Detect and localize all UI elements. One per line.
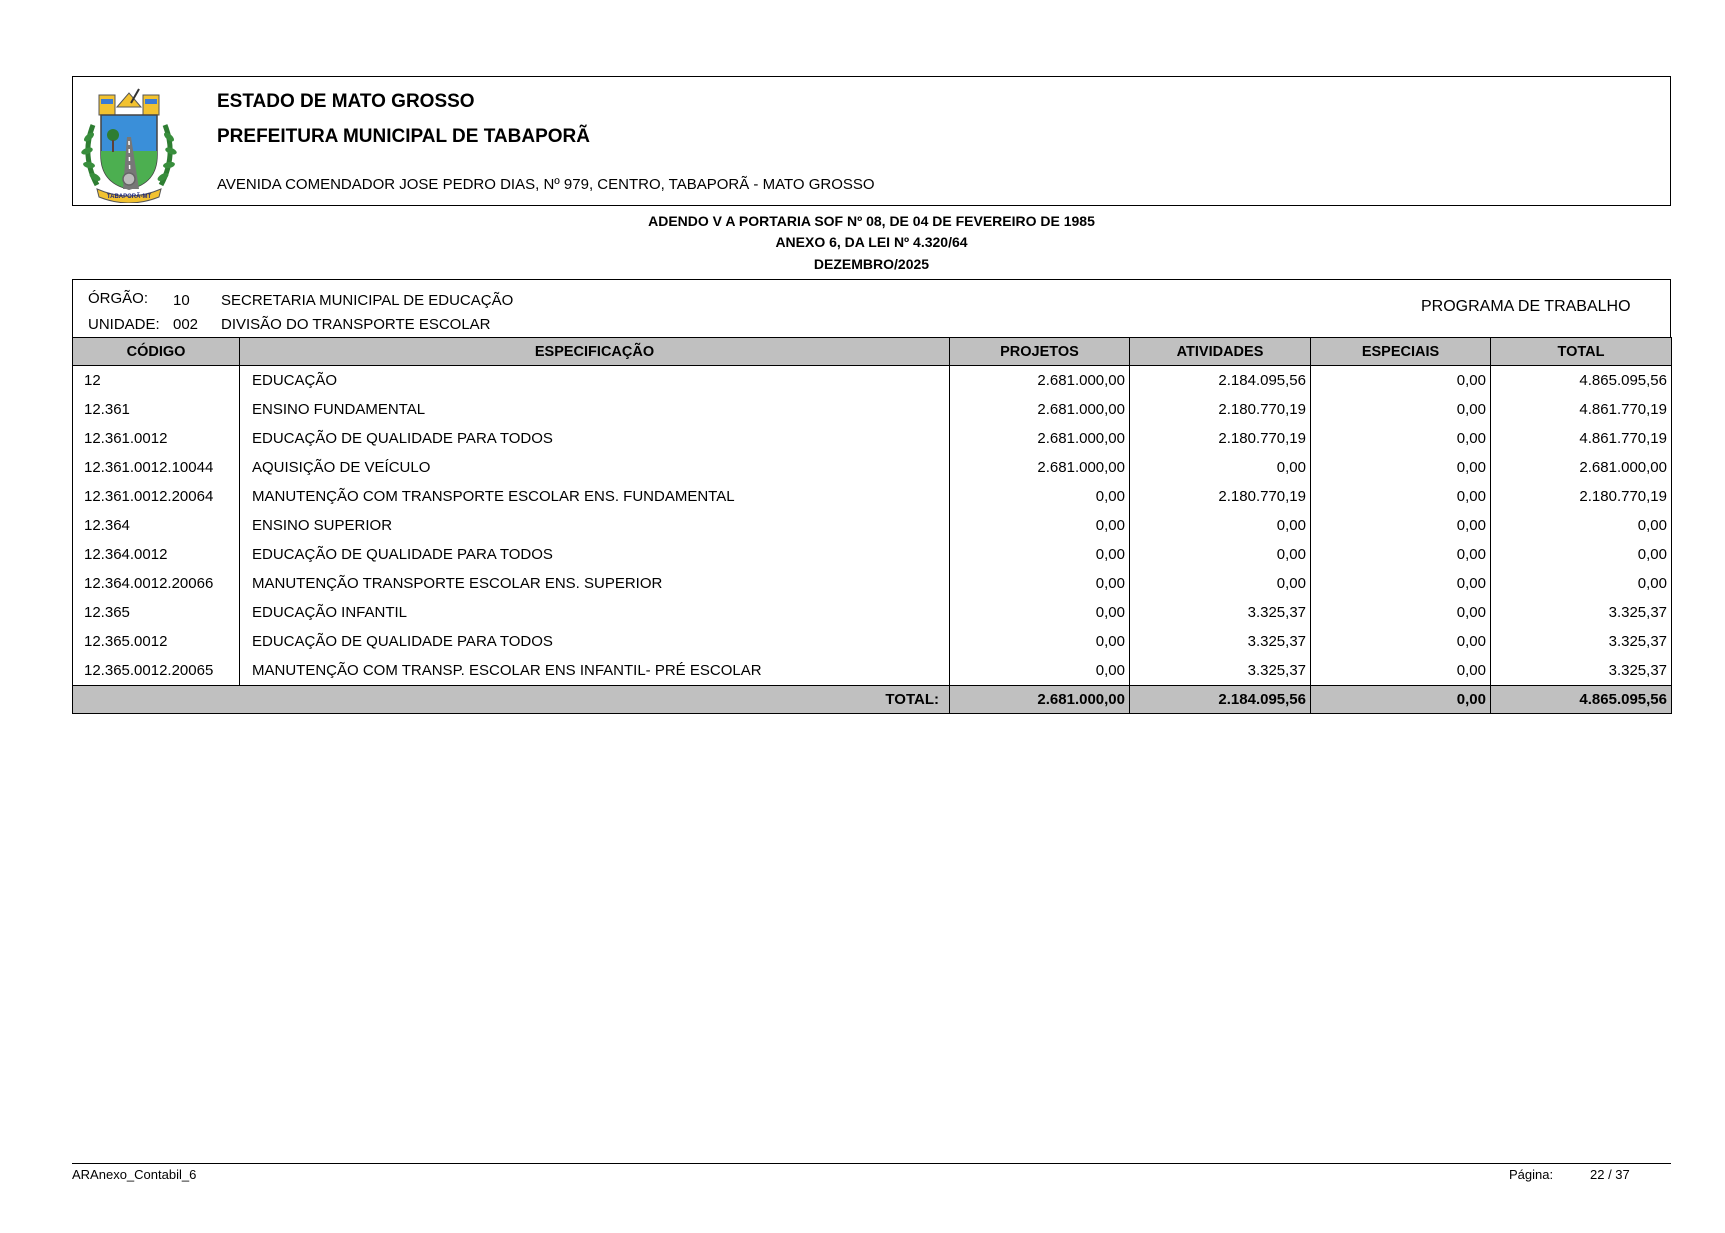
report-name: ARAnexo_Contabil_6 [72,1167,197,1182]
organ-info [72,279,1671,337]
page-number: 22 / 37 [1590,1167,1630,1182]
footer-divider [72,1163,1671,1164]
cell-projetos: 2.681.000,00 [950,424,1130,453]
cell-code: 12.364 [73,511,240,540]
cell-total: 4.865.095,56 [1491,366,1672,396]
cell-code: 12.361 [73,395,240,424]
cell-spec: ENSINO SUPERIOR [240,511,950,540]
cell-total: 4.861.770,19 [1491,395,1672,424]
cell-atividades: 2.180.770,19 [1130,395,1311,424]
prefecture-title: PREFEITURA MUNICIPAL DE TABAPORÃ [217,126,590,147]
cell-total: 0,00 [1491,511,1672,540]
cell-total: 2.681.000,00 [1491,453,1672,482]
cell-code: 12.365 [73,598,240,627]
cell-code: 12.364.0012 [73,540,240,569]
cell-especiais: 0,00 [1311,598,1491,627]
program-label: PROGRAMA DE TRABALHO [1421,298,1631,315]
cell-atividades: 3.325,37 [1130,627,1311,656]
unidade-name: DIVISÃO DO TRANSPORTE ESCOLAR [221,316,491,333]
table-row [73,511,1672,540]
cell-atividades: 0,00 [1130,511,1311,540]
cell-spec: EDUCAÇÃO DE QUALIDADE PARA TODOS [240,627,950,656]
table-row [73,482,1672,511]
cell-spec: MANUTENÇÃO TRANSPORTE ESCOLAR ENS. SUPERIOR [240,569,950,598]
municipal-crest-icon [79,85,179,203]
cell-spec: EDUCAÇÃO DE QUALIDADE PARA TODOS [240,540,950,569]
cell-especiais: 0,00 [1311,395,1491,424]
cell-projetos: 0,00 [950,627,1130,656]
cell-projetos: 2.681.000,00 [950,395,1130,424]
cell-especiais: 0,00 [1311,453,1491,482]
total-especiais: 0,00 [1311,686,1491,714]
cell-projetos: 2.681.000,00 [950,453,1130,482]
cell-code: 12.364.0012.20066 [73,569,240,598]
cell-projetos: 0,00 [950,598,1130,627]
orgao-label: ÓRGÃO: [88,290,149,307]
cell-atividades: 0,00 [1130,453,1311,482]
table-row [73,598,1672,627]
cell-total: 3.325,37 [1491,598,1672,627]
cell-especiais: 0,00 [1311,482,1491,511]
cell-spec: MANUTENÇÃO COM TRANSPORTE ESCOLAR ENS. FUNDAMENTAL [240,482,950,511]
table-row [73,656,1672,686]
cell-atividades: 2.180.770,19 [1130,424,1311,453]
letterhead [72,76,1671,206]
cell-spec: AQUISIÇÃO DE VEÍCULO [240,453,950,482]
total-projetos: 2.681.000,00 [950,686,1130,714]
cell-atividades: 0,00 [1130,540,1311,569]
subtitle-line-2: ANEXO 6, DA LEI Nº 4.320/64 [775,234,968,250]
cell-projetos: 0,00 [950,482,1130,511]
cell-spec: ENSINO FUNDAMENTAL [240,395,950,424]
table-row [73,366,1672,396]
cell-spec: EDUCAÇÃO DE QUALIDADE PARA TODOS [240,424,950,453]
cell-projetos: 0,00 [950,569,1130,598]
cell-especiais: 0,00 [1311,424,1491,453]
cell-atividades: 3.325,37 [1130,598,1311,627]
cell-code: 12.365.0012 [73,627,240,656]
cell-projetos: 0,00 [950,656,1130,686]
col-header-spec: ESPECIFICAÇÃO [240,338,950,366]
cell-total: 4.861.770,19 [1491,424,1672,453]
table-row [73,627,1672,656]
col-header-atividades: ATIVIDADES [1130,338,1311,366]
cell-code: 12.361.0012.20064 [73,482,240,511]
table-row [73,569,1672,598]
cell-especiais: 0,00 [1311,366,1491,396]
table-total-row [73,686,1672,714]
col-header-especiais: ESPECIAIS [1311,338,1491,366]
crest-ribbon-text: TABAPORÃ-MT [106,194,152,200]
cell-total: 0,00 [1491,540,1672,569]
total-label: TOTAL: [73,686,950,714]
table-header-row [73,338,1672,366]
cell-total: 0,00 [1491,569,1672,598]
cell-especiais: 0,00 [1311,656,1491,686]
cell-spec: EDUCAÇÃO INFANTIL [240,598,950,627]
cell-especiais: 0,00 [1311,511,1491,540]
cell-atividades: 3.325,37 [1130,656,1311,686]
table-row [73,395,1672,424]
col-header-total: TOTAL [1491,338,1672,366]
cell-atividades: 0,00 [1130,569,1311,598]
cell-code: 12 [73,366,240,396]
table-row [73,453,1672,482]
cell-code: 12.365.0012.20065 [73,656,240,686]
state-title: ESTADO DE MATO GROSSO [217,91,475,112]
cell-atividades: 2.180.770,19 [1130,482,1311,511]
total-atividades: 2.184.095,56 [1130,686,1311,714]
table-row [73,540,1672,569]
cell-especiais: 0,00 [1311,540,1491,569]
orgao-code: 10 [173,292,190,309]
col-header-projetos: PROJETOS [950,338,1130,366]
cell-projetos: 0,00 [950,540,1130,569]
cell-atividades: 2.184.095,56 [1130,366,1311,396]
orgao-name: SECRETARIA MUNICIPAL DE EDUCAÇÃO [221,292,514,309]
unidade-code: 002 [173,316,199,333]
table-row [73,424,1672,453]
cell-projetos: 2.681.000,00 [950,366,1130,396]
cell-code: 12.361.0012 [73,424,240,453]
cell-projetos: 0,00 [950,511,1130,540]
subtitle-line-1: ADENDO V A PORTARIA SOF Nº 08, DE 04 DE FEVEREIRO DE 1985 [648,213,1095,229]
cell-total: 2.180.770,19 [1491,482,1672,511]
col-header-code: CÓDIGO [73,338,240,366]
cell-especiais: 0,00 [1311,569,1491,598]
cell-total: 3.325,37 [1491,656,1672,686]
cell-code: 12.361.0012.10044 [73,453,240,482]
total-total: 4.865.095,56 [1491,686,1672,714]
cell-total: 3.325,37 [1491,627,1672,656]
cell-spec: EDUCAÇÃO [240,366,950,396]
subtitle-line-3: DEZEMBRO/2025 [813,256,930,272]
cell-spec: MANUTENÇÃO COM TRANSP. ESCOLAR ENS INFANTIL- PRÉ ESCOLAR [240,656,950,686]
unidade-label: UNIDADE: [88,316,160,333]
work-program-table [72,337,1672,714]
address: AVENIDA COMENDADOR JOSE PEDRO DIAS, Nº 979, CENTRO, TABAPORÃ - MATO GROSSO [217,176,875,193]
cell-especiais: 0,00 [1311,627,1491,656]
page-label: Página: [1509,1167,1554,1182]
